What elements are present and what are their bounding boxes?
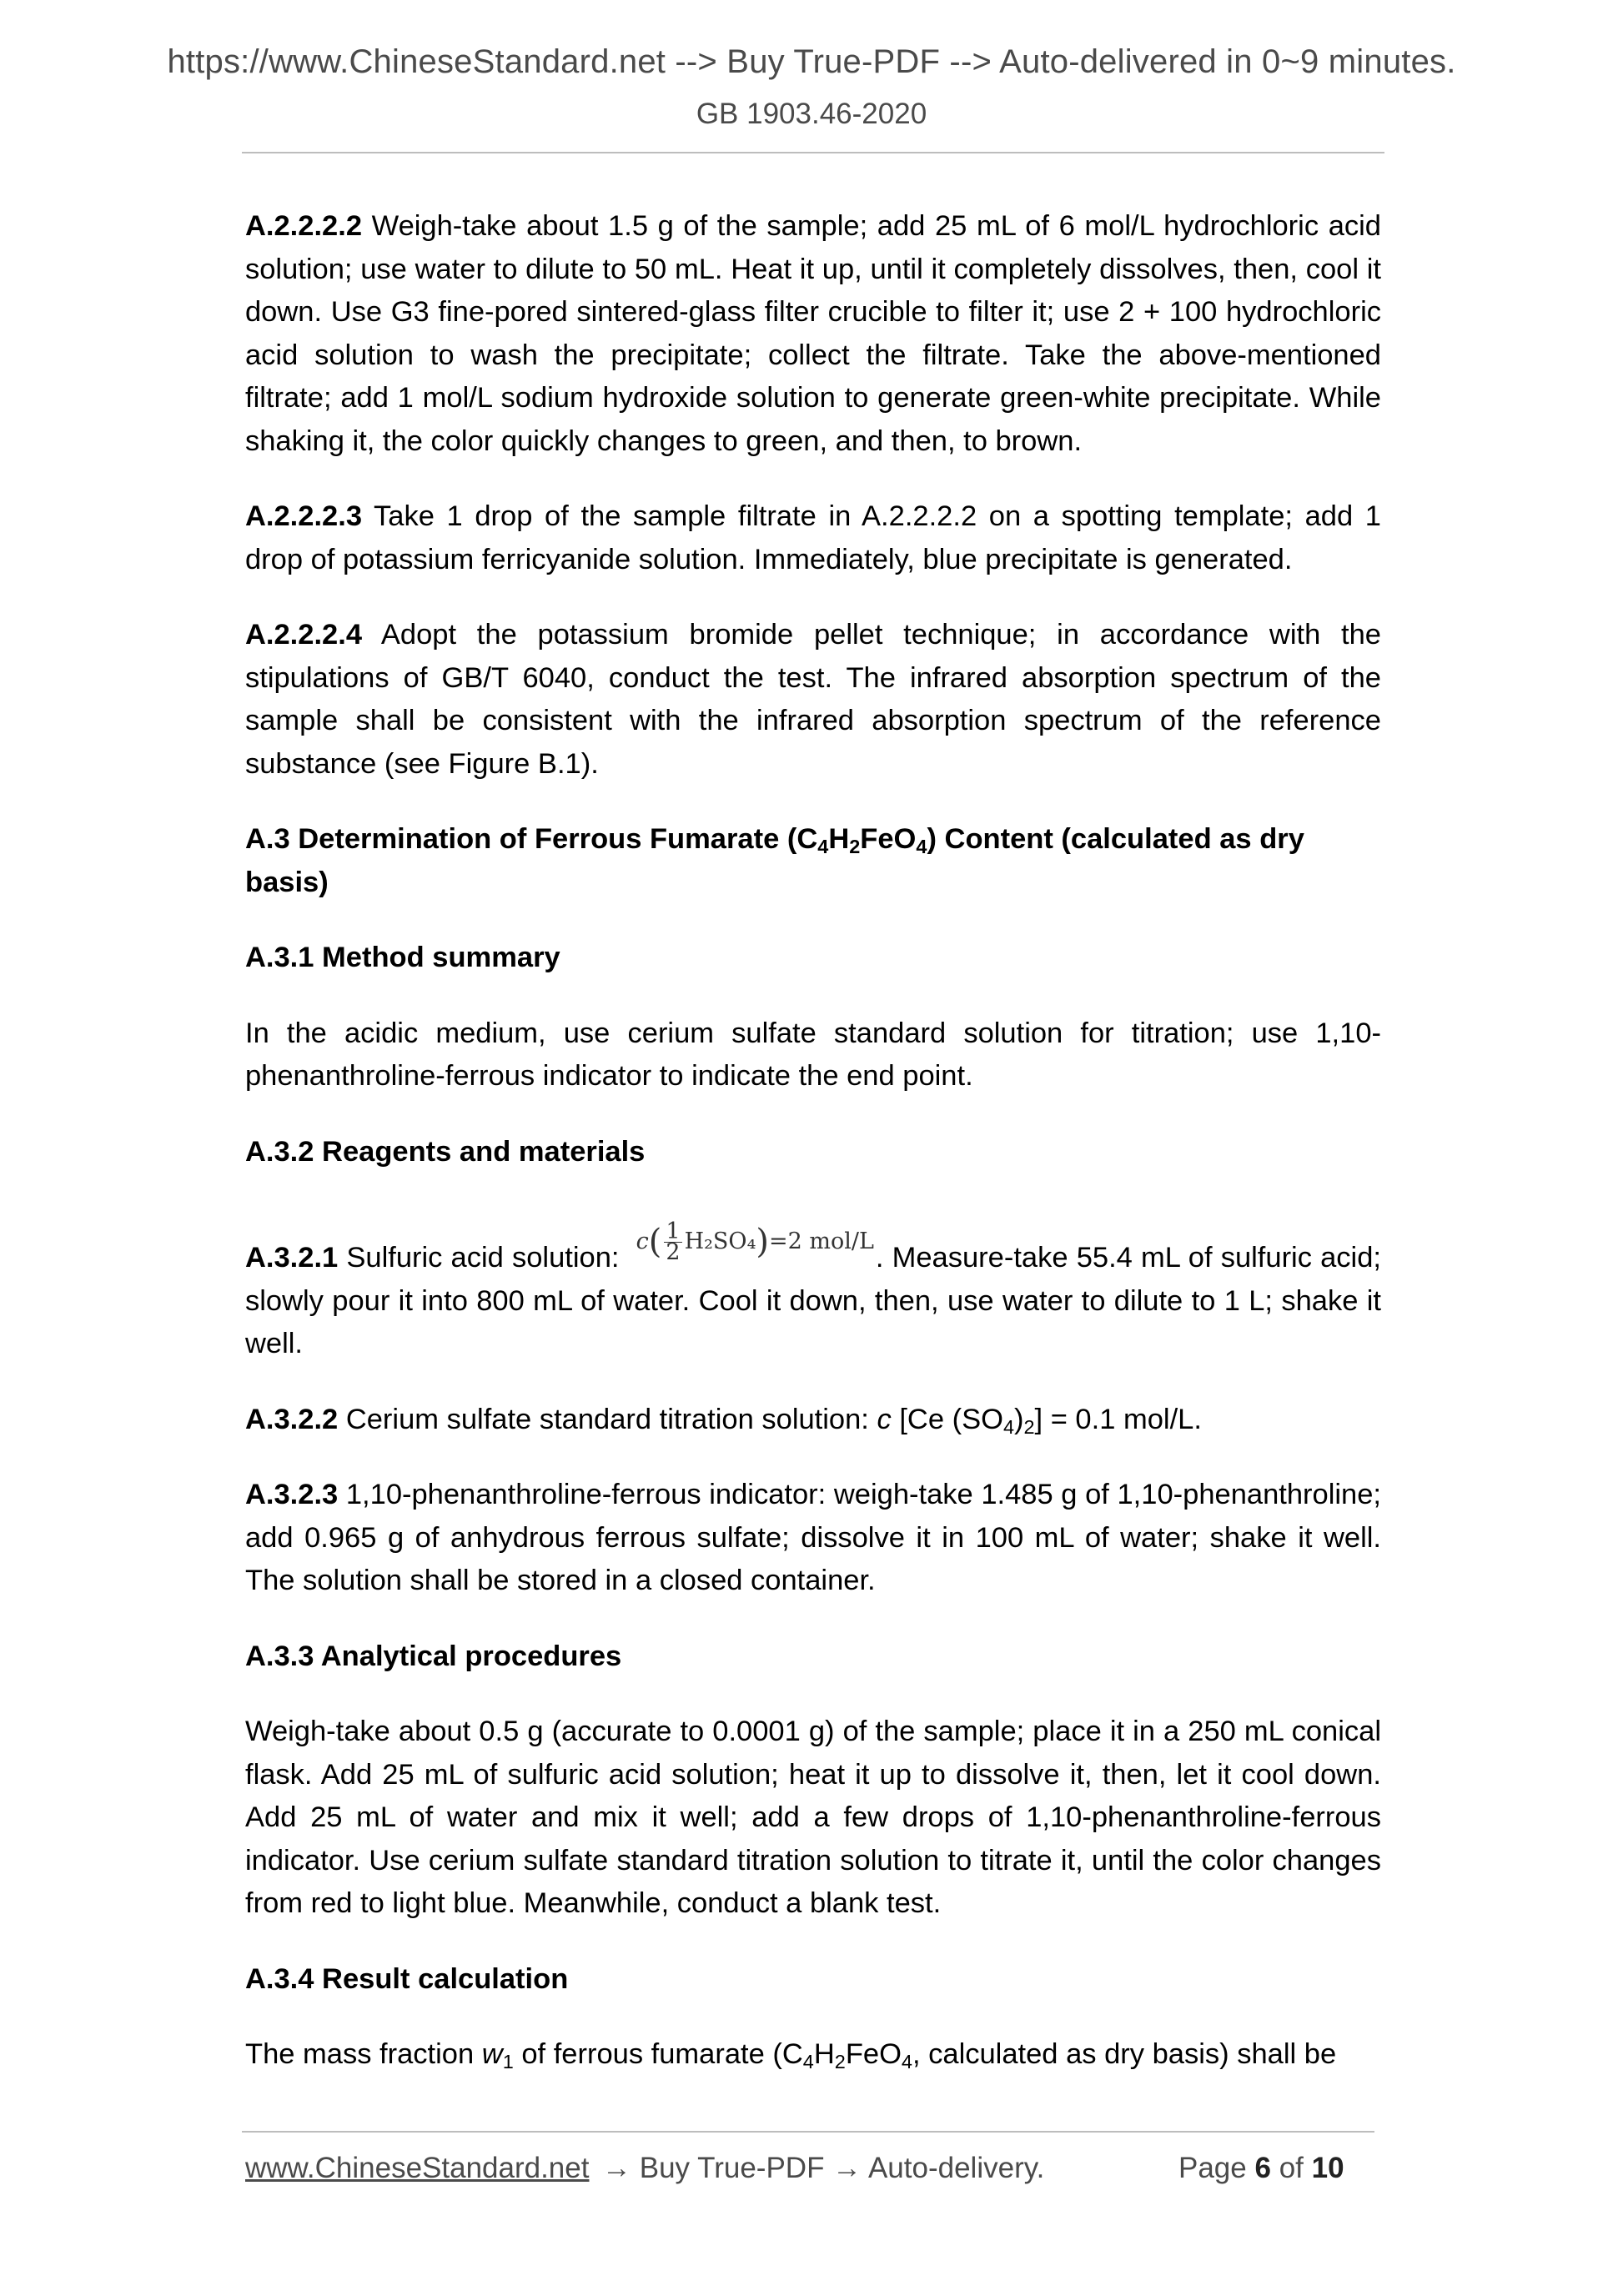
section-heading-a32: A.3.2 Reagents and materials [245, 1135, 646, 1168]
clause-label: A.2.2.2.2 [245, 210, 363, 242]
total-pages: 10 [1311, 2152, 1344, 2184]
section-heading-a33: A.3.3 Analytical procedures [245, 1640, 622, 1672]
paragraph-a3222: A.3.2.2 Cerium sulfate standard titration solution: c [Ce $(SO_4)_2] = 0.1$ mol/L. [245, 1403, 1202, 1438]
current-page-number: 6 [1254, 2152, 1271, 2184]
document-code: GB 1903.46-2020 [696, 98, 927, 130]
clause-text: 1,10-phenanthroline-ferrous indicator: weigh-take 1.485 g of 1,10-phenanthroline; add 0.965 g of anhydrous ferrous sulfate; dissolve it in 100 mL of water; shake it well. The solution shall be stored in a closed container. [245, 1479, 1381, 1596]
section-heading-a31: A.3.1 Method summary [245, 942, 560, 973]
clause-label: A.3.2.3 [245, 1479, 339, 1510]
clause-label: A.3.2.2 [245, 1403, 339, 1435]
clause-label: A.3.2.1 [245, 1242, 339, 1274]
paragraph-result-calculation: The mass fraction $w_1$ of ferrous fumarate ($C_4H_2FeO_4$, calculated as dry basis) shall be [245, 2038, 1337, 2072]
paragraph-a3221: A.3.2.1 Sulfuric acid solution: c( $\frac{1}{2}$ H₂SO₄)=2 mol/L. Measure-take 55.4 mL of sulfuric acid; slowly pour it into 800 mL of water. Cool it down, then, use water to dilute to 1 L; shake it well. [245, 1218, 1381, 1359]
footer-site-link[interactable]: www.ChineseStandard.net [245, 2152, 590, 2184]
clause-text: Weigh-take about 1.5 g of the sample; add 25 mL of 6 mol/L hydrochloric acid solution; use water to dilute to 50 mL. Heat it up, until it completely dissolves, then, cool it down. Use G3 fine-pored sintered-glass filter crucible to filter it; use 2 + 100 hydrochloric acid solution to wash the precipitate; collect the filtrate. Take the above-mentioned filtrate; add 1 mol/L sodium hydroxide solution to generate green-white precipitate. While shaking it, the color quickly changes to green, and then, to brown. [245, 210, 1381, 457]
clause-label: A.2.2.2.4 [245, 619, 363, 651]
header-divider [242, 152, 1384, 153]
sulfuric-acid-formula: c( $\frac{1}{2}$ H₂SO₄)=2 mol/L [636, 1218, 874, 1265]
paragraph-a3223 [245, 1474, 1381, 1603]
clause-text: Take 1 drop of the sample filtrate in A.2.2.2.2 on a spotting template; add 1 drop of potassium ferricyanide solution. Immediately, blue precipitate is generated. [245, 500, 1381, 575]
paragraph-a22222 [245, 205, 1381, 463]
clause-label: A.2.2.2.3 [245, 500, 363, 532]
paragraph-a22223 [245, 495, 1381, 581]
clause-text: Adopt the potassium bromide pellet technique; in accordance with the stipulations of GB/T 6040, conduct the test. The infrared absorption spectrum of the sample shall be consistent with the infrared absorption spectrum of the reference substance (see Figure B.1). [245, 619, 1381, 780]
paragraph-a22224 [245, 614, 1381, 786]
section-heading-a34: A.3.4 Result calculation [245, 1962, 569, 1995]
footer-text: → Buy True-PDF → Auto-delivery. [602, 2152, 1045, 2184]
section-heading-a3: A.3 Determination of Ferrous Fumarate $(C_4H_2FeO_4)$ Content (calculated as dry basis) [245, 823, 1304, 898]
footer-divider [242, 2131, 1374, 2133]
header-banner[interactable]: https://www.ChineseStandard.net --> Buy True-PDF --> Auto-delivered in 0~9 minutes. [167, 43, 1456, 80]
paragraph-analytical-procedures: Weigh-take about 0.5 g (accurate to 0.0001 g) of the sample; place it in a 250 mL conical flask. Add 25 mL of sulfuric acid solution; heat it up to dissolve it, then, let it cool down. Add 25 mL of water and mix it well; add a few drops of 1,10-phenanthroline-ferrous indicator. Use cerium sulfate standard titration solution to titrate it, until the color changes from red to light blue. Meanwhile, conduct a blank test. [245, 1716, 1381, 1919]
paragraph-method-summary: In the acidic medium, use cerium sulfate standard solution for titration; use 1,10-phenanthroline-ferrous indicator to indicate the end point. [245, 1017, 1381, 1092]
page-content [245, 205, 1381, 2109]
page-indicator: Page 6 of 10 [1178, 2152, 1344, 2184]
